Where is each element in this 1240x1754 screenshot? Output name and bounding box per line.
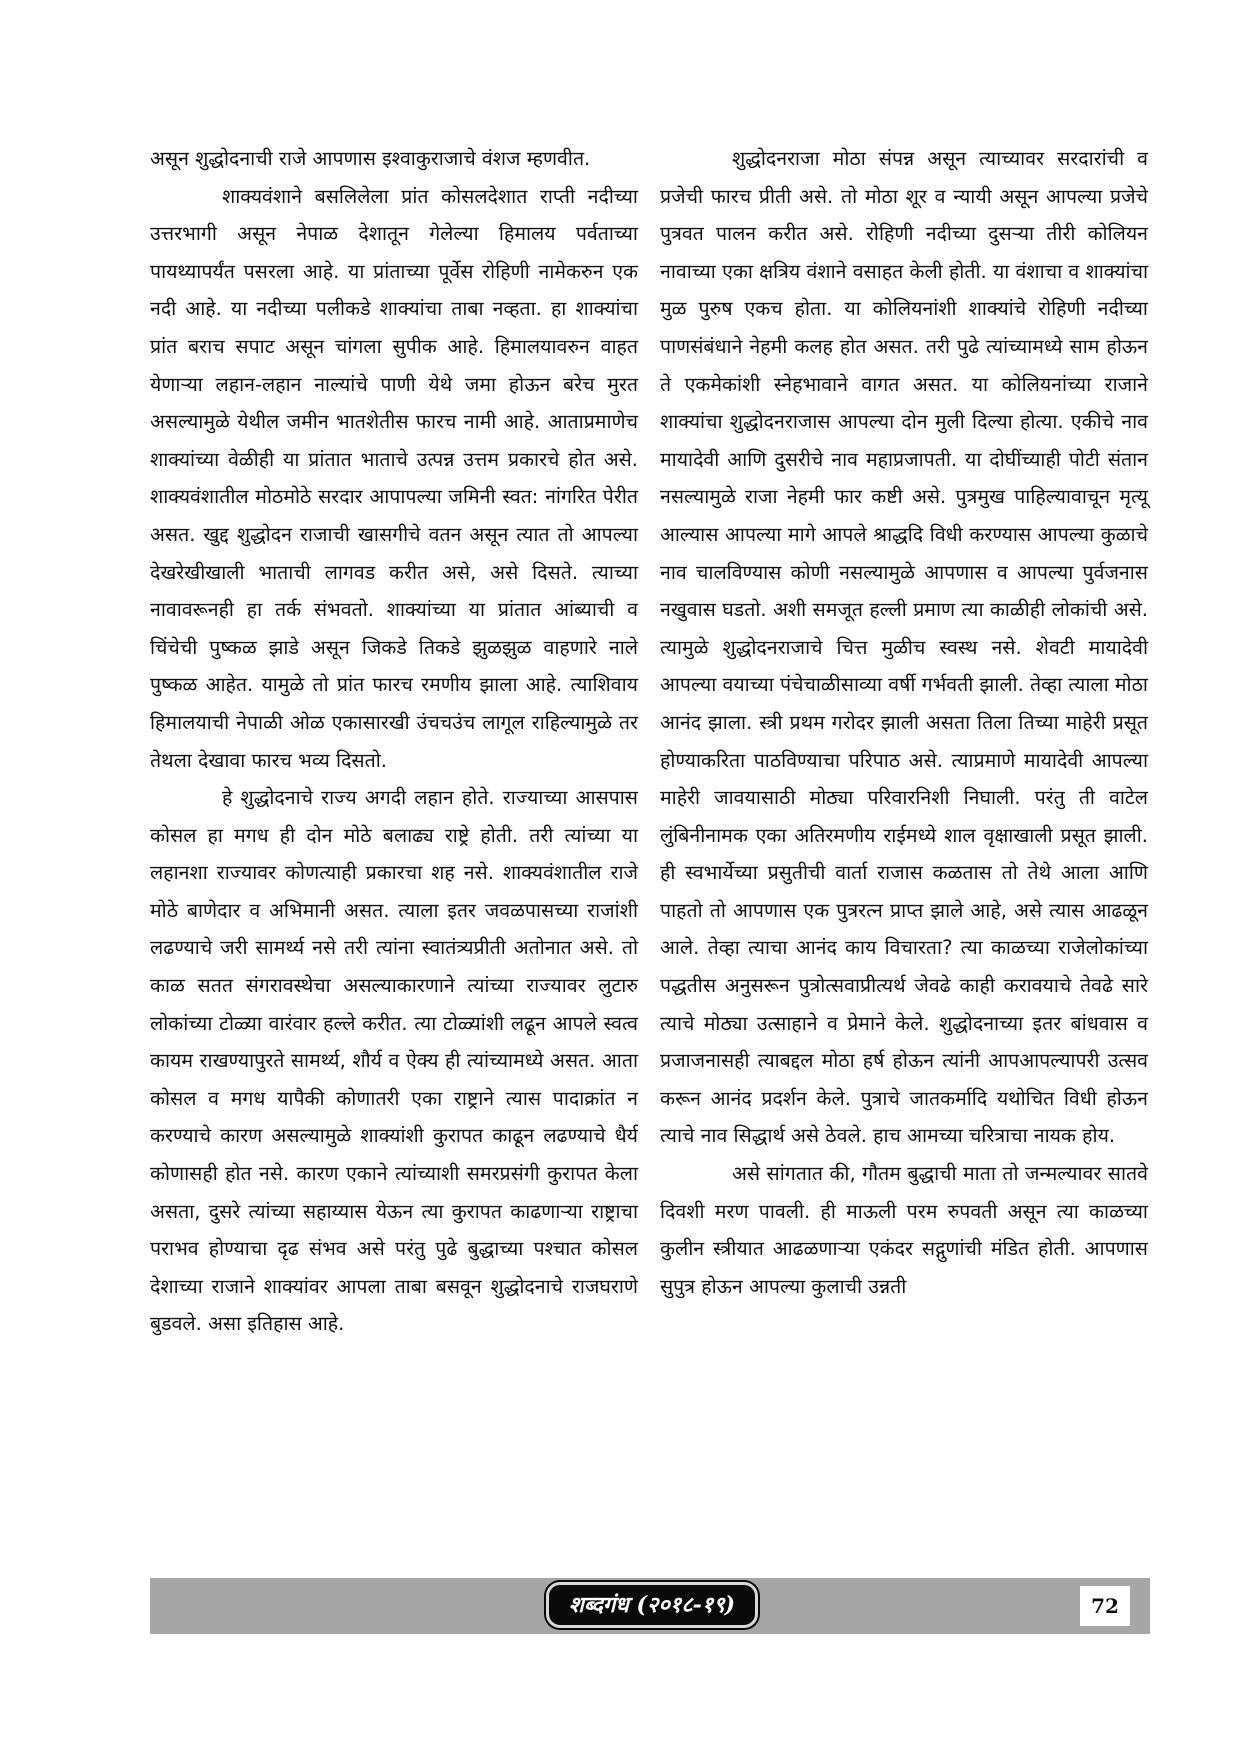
publication-title: शब्दगंध (२०१८-१९) [546,1582,758,1628]
page-footer [150,1578,1150,1634]
right-paragraph-1: शुद्धोदनराजा मोठा संपन्न असून त्याच्यावर सरदारांची व प्रजेची फारच प्रीती असे. तो मोठा शूर व न्यायी असून आपल्या प्रजेचे पुत्रवत पालन करीत असे. रोहिणी नदीच्या दुसऱ्या तीरी कोलियन नावाच्या एका क्षत्रिय वंशाने वसाहत केली होती. या वंशाचा व शाक्यांचा मुळ पुरुष एकच होता. या कोलियनांशी शाक्यांचे रोहिणी नदीच्या पाणसंबंधाने नेहमी कलह होत असत. तरी पुढे त्यांच्यामध्ये साम होऊन ते एकमेकांशी स्नेहभावाने वागत असत. या कोलियनांच्या राजाने शाक्यांचा शुद्धोदनराजास आपल्या दोन मुली दिल्या होत्या. एकीचे नाव मायादेवी आणि दुसरीचे नाव महाप्रजापती. या दोघींच्याही पोटी संतान नसल्यामुळे राजा नेहमी फार कष्टी असे. पुत्रमुख पाहिल्यावाचून मृत्यू आल्यास आपल्या मागे आपले श्राद्धदि विधी करण्यास आपल्या कुळाचे नाव चालविण्यास कोणी नसल्यामुळे आपणास व आपल्या पुर्वजनास नखुवास घडतो. अशी समजूत हल्ली प्रमाण त्या काळीही लोकांची असे. त्यामुळे शुद्धोदनराजाचे चित्त मुळीच स्वस्थ नसे. शेवटी मायादेवी आपल्या वयाच्या पंचेचाळीसाव्या वर्षी गर्भवती झाली. तेव्हा त्याला मोठा आनंद झाला. स्त्री प्रथम गरोदर झाली असता तिला तिच्या माहेरी प्रसूत होण्याकरिता पाठविण्याचा परिपाठ असे. त्याप्रमाणे मायादेवी आपल्या माहेरी जावयासाठी मोठ्या परिवारनिशी निघाली. परंतु ती वाटेल लुंबिनीनामक एका अतिरमणीय राईमध्ये शाल वृक्षाखाली प्रसूत झाली. ही स्वभार्येच्या प्रसुतीची वार्ता राजास कळतास तो तेथे आला आणि पाहतो तो आपणास एक पुत्ररत्न प्राप्त झाले आहे, असे त्यास आढळून आले. तेव्हा त्याचा आनंद काय विचारता? त्या काळच्या राजेलोकांच्या पद्धतीस अनुसरून पुत्रोत्सवाप्रीत्यर्थ जेवढे काही करावयाचे तेवढे सारे त्याचे मोठ्या उत्साहाने व प्रेमाने केले. शुद्धोदनाच्या इतर बांधवास व प्रजाजनासही त्याबद्दल मोठा हर्ष होऊन त्यांनी आपआपल्यापरी उत्सव करून आनंद प्रदर्शन केले. पुत्राचे जातकर्मादि यथोचित विधी होऊन त्याचे नाव सिद्धार्थ असे ठेवले. हाच आमच्या चरित्राचा नायक होय. [660,147,1148,1148]
left-column [150,140,638,1343]
page-number: 72 [1080,1586,1130,1626]
left-paragraph-1: असून शुद्धोदनाची राजे आपणास इश्वाकुराजाचे वंशज म्हणवीत. [150,147,591,170]
left-paragraph-2: शाक्यवंशाने बसलिलेला प्रांत कोसलदेशात राप्ती नदीच्या उत्तरभागी असून नेपाळ देशातून गेलेल्या हिमालय पर्वताच्या पायथ्यापर्यंत पसरला आहे. या प्रांताच्या पूर्वेस रोहिणी नामेकरुन एक नदी आहे. या नदीच्या पलीकडे शाक्यांचा ताबा नव्हता. हा शाक्यांचा प्रांत बराच सपाट असून चांगला सुपीक आहे. हिमालयावरुन वाहत येणाऱ्या लहान-लहान नाल्यांचे पाणी येथे जमा होऊन बरेच मुरत असल्यामुळे येथील जमीन भातशेतीस फारच नामी आहे. आताप्रमाणेच शाक्यांच्या वेळीही या प्रांतात भाताचे उत्पन्न उत्तम प्रकारचे होत असे. शाक्यवंशातील मोठमोठे सरदार आपापल्या जमिनी स्वत: नांगरित पेरीत असत. खुद्द शुद्धोदन राजाची खासगीचे वतन असून त्यात तो आपल्या देखरेखीखाली भाताची लागवड करीत असे, असे दिसते. त्याच्या नावावरूनही हा तर्क संभवतो. शाक्यांच्या या प्रांतात आंब्याची व चिंचेची पुष्कळ झाडे असून जिकडे तिकडे झुळझुळ वाहणारे नाले पुष्कळ आहेत. यामुळे तो प्रांत फारच रमणीय झाला आहे. त्याशिवाय हिमालयाची नेपाळी ओळ एकासारखी उंचचउंच लागूल राहिल्यामुळे तर तेथला देखावा फारच भव्य दिसतो. [150,184,638,772]
right-column [660,140,1148,1305]
right-paragraph-2: असे सांगतात की, गौतम बुद्धाची माता तो जन्मल्यावर सातवे दिवशी मरण पावली. ही माऊली परम रुपवती असून त्या काळच्या कुलीन स्त्रीयात आढळणाऱ्या एकंदर सद्गुणांची मंडित होती. आपणास सुपुत्र होऊन आपल्या कुलाची उन्नती [660,1162,1148,1298]
left-paragraph-3: हे शुद्धोदनाचे राज्य अगदी लहान होते. राज्याच्या आसपास कोसल हा मगध ही दोन मोठे बलाढ्य राष्ट्रे होती. तरी त्यांच्या या लहानशा राज्यावर कोणत्याही प्रकारचा शह नसे. शाक्यवंशातील राजे मोठे बाणेदार व अभिमानी असत. त्याला इतर जवळपासच्या राजांशी लढण्याचे जरी सामर्थ्य नसे तरी त्यांना स्वातंत्र्यप्रीती अतोनात असे. तो काळ सतत संगरावस्थेचा असल्याकारणाने त्यांच्या राज्यावर लुटारु लोकांच्या टोळ्या वारंवार हल्ले करीत. त्या टोळ्यांशी लढून आपले स्वत्व कायम राखण्यापुरते सामर्थ्य, शौर्य व ऐक्य ही त्यांच्यामध्ये असत. आता कोसल व मगध यापैकी कोणातरी एका राष्ट्राने त्यास पादाक्रांत न करण्याचे कारण असल्यामुळे शाक्यांशी कुरापत काढून लढण्याचे धैर्य कोणासही होत नसे. कारण एकाने त्यांच्याशी समरप्रसंगी कुरापत केला असता, दुसरे त्यांच्या सहाय्यास येऊन त्या कुरापत काढणाऱ्या राष्ट्राचा पराभव होण्याचा दृढ संभव असे परंतु पुढे बुद्धाच्या पश्चात कोसल देशाच्या राजाने शाक्यांवर आपला ताबा बसवून शुद्धोदनाचे राजघराणे बुडवले. असा इतिहास आहे. [150,786,638,1336]
